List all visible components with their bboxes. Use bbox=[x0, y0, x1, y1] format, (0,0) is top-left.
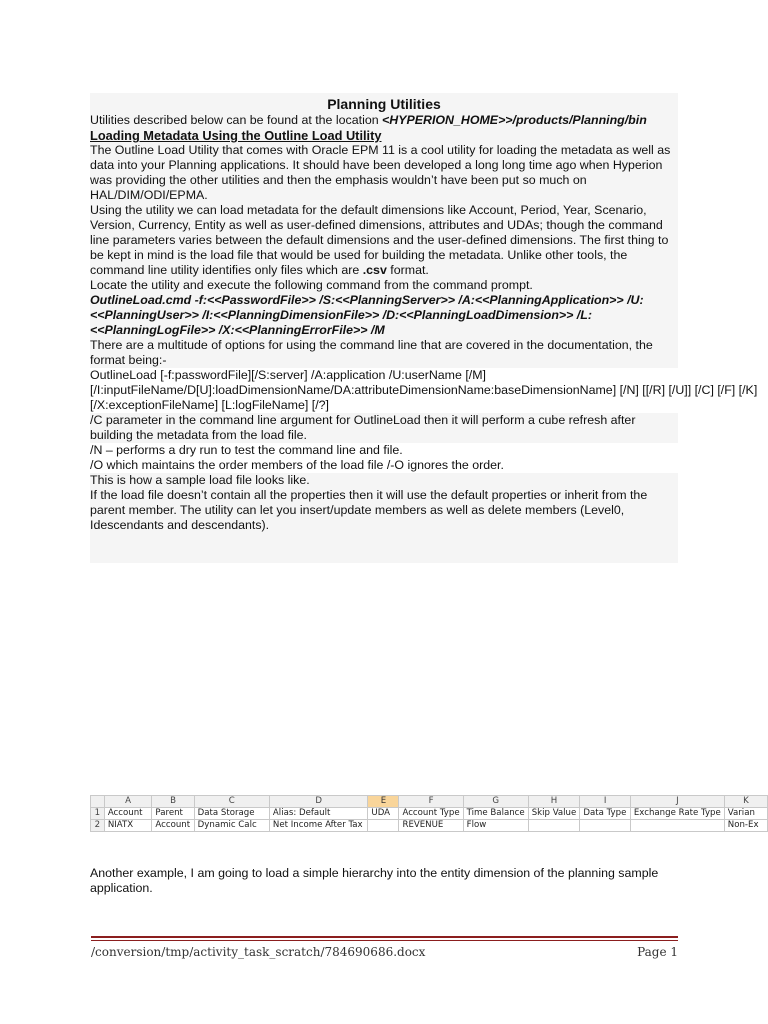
column-header: C bbox=[194, 796, 269, 808]
paragraph-cube-refresh: /C parameter in the command line argument for OutlineLoad then it will perform a cube refresh after building the metadata from the load file. bbox=[90, 413, 636, 442]
location-text: Utilities described below can be found at the location bbox=[90, 113, 383, 127]
table-cell: REVENUE bbox=[399, 820, 463, 832]
command-line: OutlineLoad.cmd -f:<<PasswordFile>> /S:<<PlanningServer>> /A:<<PlanningApplication>> /U:<<PlanningUser>> /I:<<PlanningDimensionFile>> /D:<<PlanningLoadDimension>> /L:<<PlanningLogFile>> /X:<<PlanningErrorFile>> /M bbox=[90, 293, 644, 337]
column-header: K bbox=[724, 796, 767, 808]
table-cell: Varian bbox=[724, 808, 767, 820]
sample-load-file-table bbox=[90, 795, 768, 832]
table-cell: NIATX bbox=[104, 820, 152, 832]
syntax-block bbox=[90, 368, 768, 413]
table-cell: Account bbox=[152, 820, 194, 832]
paragraph-dimensions-text: Using the utility we can load metadata for the default dimensions like Account, Period, Year, Scenario, Version, Currency, Entity as well as user-defined dimensions, attributes and UDAs; though the command line parameters varies between the default dimensions and the user-defined dimensions. The first thing to be kept in mind is the load file that would be used for building the metadata. Unlike other tools, the command line utility identifies only files which are bbox=[90, 203, 669, 277]
table-cell bbox=[528, 820, 580, 832]
column-header: H bbox=[528, 796, 580, 808]
csv-extension: .csv bbox=[362, 263, 387, 277]
spreadsheet-screenshot bbox=[90, 795, 768, 832]
table-cell: Account Type bbox=[399, 808, 463, 820]
command-syntax: OutlineLoad [-f:passwordFile][/S:server] /A:application /U:userName [/M] [/I:inputFileName/D[U]:loadDimensionName/DA:attributeDimensionName:baseDimensionName] [/N] [[/R] [/U]] [/C] [/F] [/K] [/X:exceptionFileName] [L:logFileName] [/?] bbox=[90, 368, 758, 412]
table-cell: Skip Value bbox=[528, 808, 580, 820]
column-header-row bbox=[91, 796, 768, 808]
table-cell: Alias: Default bbox=[269, 808, 367, 820]
column-header: B bbox=[152, 796, 194, 808]
location-path: <HYPERION_HOME>>/products/Planning/bin bbox=[382, 113, 647, 127]
table-cell: Flow bbox=[463, 820, 528, 832]
sample-description bbox=[90, 473, 678, 563]
footer-rule-thin bbox=[91, 940, 678, 941]
column-header-selected: E bbox=[368, 796, 399, 808]
paragraph-dimensions bbox=[90, 203, 678, 278]
table-cell bbox=[580, 820, 630, 832]
column-header: G bbox=[463, 796, 528, 808]
table-cell: Account bbox=[104, 808, 152, 820]
column-header: A bbox=[104, 796, 152, 808]
paragraph-dry-run: /N – performs a dry run to test the command line and file. bbox=[90, 443, 403, 457]
document-body bbox=[90, 93, 758, 563]
location-paragraph bbox=[90, 113, 678, 128]
paragraph-dimensions-end: format. bbox=[386, 263, 429, 277]
table-row bbox=[91, 808, 768, 820]
paragraph-options: There are a multitude of options for using the command line that are covered in the documentation, the format being:- bbox=[90, 338, 653, 367]
footer-page-number: Page 1 bbox=[637, 945, 678, 959]
table-cell: Time Balance bbox=[463, 808, 528, 820]
column-header: D bbox=[269, 796, 367, 808]
option-notes bbox=[90, 443, 768, 473]
section-heading: Loading Metadata Using the Outline Load Utility bbox=[90, 128, 382, 143]
paragraph-intro: The Outline Load Utility that comes with Oracle EPM 11 is a cool utility for loading the metadata as well as data into your Planning applications. It should have been developed a long long time ago when Hyperion was providing the other utilities and then the emphasis wouldn’t have been put so much on HAL/DIM/ODI/EPMA. bbox=[90, 143, 671, 202]
paragraph-another-example-block bbox=[90, 866, 680, 896]
table-cell bbox=[368, 820, 399, 832]
table-cell: Non-Ex bbox=[724, 820, 767, 832]
page-title: Planning Utilities bbox=[327, 96, 441, 112]
column-header: F bbox=[399, 796, 463, 808]
table-cell: Exchange Rate Type bbox=[630, 808, 724, 820]
table-cell: Data Type bbox=[580, 808, 630, 820]
column-header: I bbox=[580, 796, 630, 808]
table-cell: Dynamic Calc bbox=[194, 820, 269, 832]
paragraph-sample-detail: If the load file doesn’t contain all the properties then it will use the default properties or inherit from the parent member. The utility can let you insert/update members as well as delete members (Level0, Idescendants and descendants). bbox=[90, 488, 648, 532]
paragraph-locate: Locate the utility and execute the following command from the command prompt. bbox=[90, 278, 533, 292]
footer-file-path: /conversion/tmp/activity_task_scratch/784690686.docx bbox=[91, 945, 426, 959]
paragraph-another-example: Another example, I am going to load a simple hierarchy into the entity dimension of the planning sample application. bbox=[90, 866, 659, 895]
paragraph-order: /O which maintains the order members of the load file /-O ignores the order. bbox=[90, 458, 504, 472]
footer-rule-thick bbox=[91, 936, 678, 938]
row-number: 2 bbox=[91, 820, 105, 832]
table-cell: Data Storage bbox=[194, 808, 269, 820]
corner-cell bbox=[91, 796, 105, 808]
paragraph-sample-intro: This is how a sample load file looks like. bbox=[90, 473, 310, 487]
table-cell: Parent bbox=[152, 808, 194, 820]
column-header: J bbox=[630, 796, 724, 808]
table-cell: UDA bbox=[368, 808, 399, 820]
row-number: 1 bbox=[91, 808, 105, 820]
table-cell: Net Income After Tax bbox=[269, 820, 367, 832]
table-cell bbox=[630, 820, 724, 832]
table-row bbox=[91, 820, 768, 832]
